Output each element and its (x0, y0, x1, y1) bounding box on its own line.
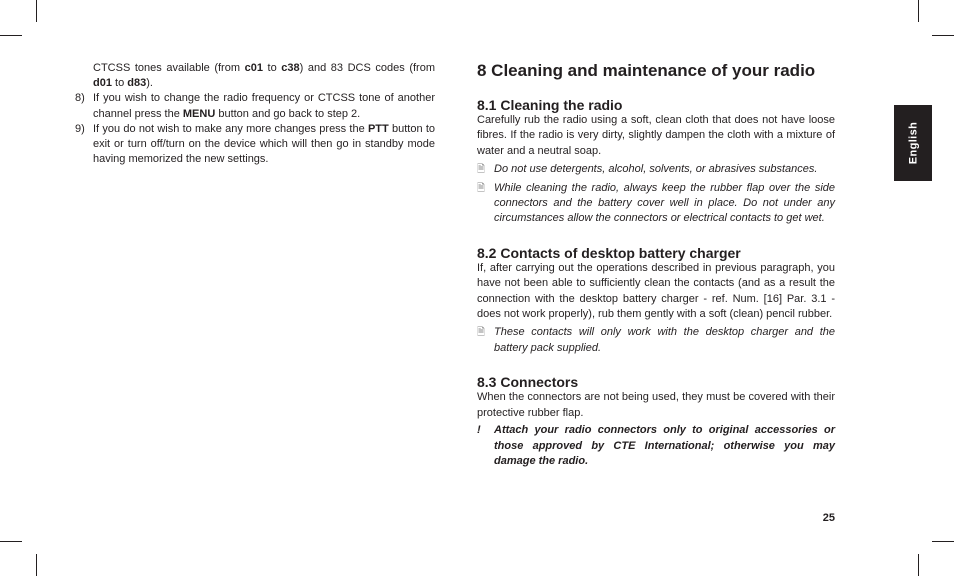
list-item (75, 122, 435, 168)
crop-mark (932, 35, 954, 36)
section-text: Carefully rub the radio using a soft, clean cloth that does not have loose fibres. If the radio is very dirty, slightly dampen the cloth with a mixture of water and a neutral soap. (477, 114, 835, 157)
section-text: If, after carrying out the operations described in previous paragraph, you have not been able to sufficiently clean the contacts (and as a result the connection with the desktop battery charger - ref. Num. [16] Par. 3.1 - does not work properly), rub them gently with a soft (clean) pencil rubber. (477, 261, 835, 321)
section-heading: 8.2 Contacts of desktop battery charger (477, 244, 741, 261)
list-number: 8) (75, 92, 85, 105)
note-text: While cleaning the radio, always keep the rubber flap over the side connectors and the battery cover well in place. Do not under any circumstances allow the connectors or electrical contacts to get wet. (494, 181, 835, 225)
crop-mark (0, 35, 22, 36)
crop-mark (0, 541, 22, 542)
note (477, 162, 835, 177)
chapter-title: 8 Cleaning and maintenance of your radio (477, 61, 816, 80)
left-column (75, 61, 435, 167)
list-text: If you wish to change the radio frequency or CTCSS tone of another channel press the MENU button and go back to step 2. (93, 92, 435, 120)
warning (477, 423, 835, 469)
note-icon: 🗎 (477, 164, 486, 176)
note-text: These contacts will only work with the desktop charger and the battery pack supplied. (494, 326, 835, 354)
exclamation-icon: ! (477, 424, 481, 437)
list-text: If you do not wish to make any more changes press the PTT button to exit or turn off/turn on the device which will then go in standby mode having memorized the new settings. (93, 122, 435, 166)
continuation-paragraph: CTCSS tones available (from c01 to c38) and 83 DCS codes (from d01 to d83). (93, 62, 435, 90)
list-number: 9) (75, 122, 85, 135)
crop-mark (36, 0, 37, 22)
crop-mark (932, 541, 954, 542)
note-text: Do not use detergents, alcohol, solvents, or abrasives substances. (494, 163, 818, 176)
warning-text: Attach your radio connectors only to original accessories or those approved by CTE International; otherwise you may damage the radio. (494, 424, 835, 467)
language-tab (894, 105, 932, 181)
note-icon: 🗎 (477, 327, 486, 339)
list-item (75, 91, 435, 121)
section-heading: 8.1 Cleaning the radio (477, 97, 623, 113)
note (477, 325, 835, 356)
crop-mark (918, 554, 919, 576)
note-icon: 🗎 (477, 182, 486, 194)
page-number: 25 (822, 512, 835, 524)
crop-mark (36, 554, 37, 576)
note (477, 181, 835, 227)
crop-mark (918, 0, 919, 22)
section-heading: 8.3 Connectors (477, 374, 579, 391)
section-text: When the connectors are not being used, they must be covered with their protective rubber flap. (477, 391, 835, 419)
language-label: English (907, 121, 919, 165)
right-column (477, 60, 835, 469)
